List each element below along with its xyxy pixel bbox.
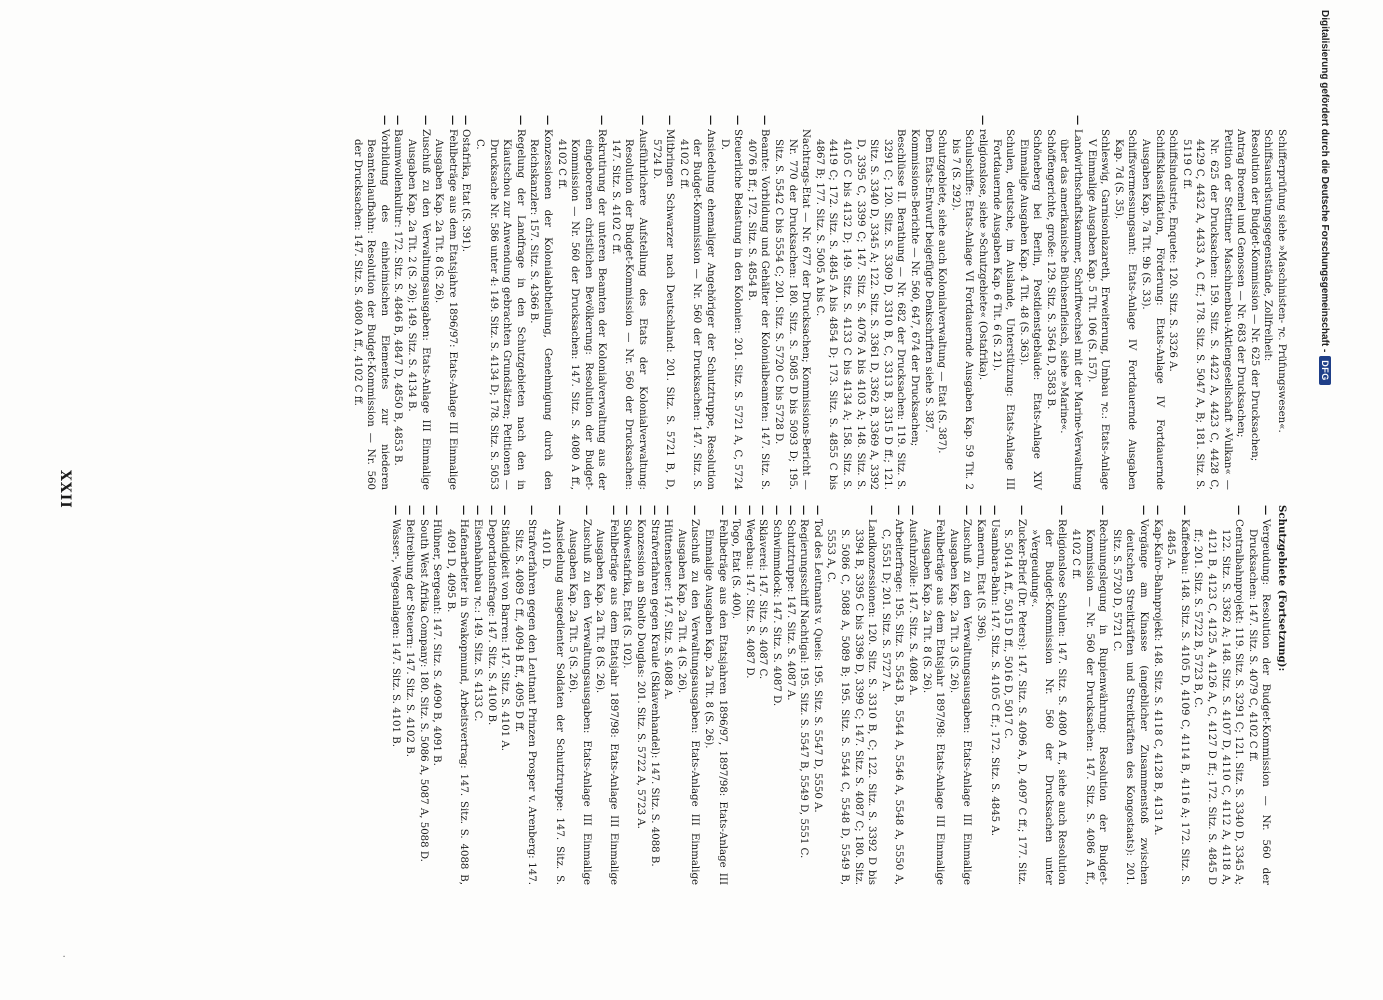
index-entry	[511, 505, 538, 885]
index-entry	[1043, 115, 1057, 490]
right-column	[389, 505, 1288, 885]
entry-text: religionslose, siehe »Schutzgebiete« (Ostafrika).	[976, 129, 988, 381]
entry-text: Ausführlichere Aufstellung des Etats der Kolonialverwaltung: Resolution der Budget-Kommission — Nr. 560 der Drucksachen: 147. Sitz. S. 4102 C ff.	[609, 129, 649, 490]
index-entry	[498, 505, 512, 885]
index-entry	[907, 115, 921, 490]
index-entry	[769, 505, 783, 885]
entry-dash: —	[906, 505, 919, 516]
entry-text: Beitreibung der Steuern: 147. Sitz. S. 4102 B.	[404, 519, 415, 757]
index-entry	[905, 505, 919, 885]
entry-text: Vergeudung: Resolution der Budget-Kommission — Nr. 560 der Drucksachen: 147. Sitz. S. 4079 C, 4102 C ff.	[1246, 519, 1272, 885]
entry-dash	[935, 115, 949, 129]
index-entry	[1016, 115, 1043, 490]
entry-text: Strafverfahren gegen den Leutnant Prinzen Prosper v. Arenberg: 147. Sitz. S. 4089 C ff., 4094 B ff., 4095 D ff.	[512, 519, 538, 885]
entry-text: Fehlbeträge aus dem Etatsjahr 1897/98: Etats-Anlage III Einmalige Ausgaben Kap. 2a Tit. 8 (S. 26).	[594, 519, 619, 885]
entry-text: Eisenbahnbau ⁊c.: 149. Sitz. S. 4133 C.	[471, 519, 483, 722]
entry-text: Schulen, deutsche, im Auslande, Unterstützung: Etats-Anlage III Fortdauernde Ausgaben Kap. 6 Tit. 6 (S. 21).	[990, 129, 1016, 490]
index-entry	[919, 505, 946, 885]
index-entry	[661, 505, 675, 885]
entry-dash: —	[390, 505, 403, 516]
index-entry	[1084, 115, 1111, 490]
entry-text: Hafenarbeiter in Swakopmund, Arbeitsvertrag: 147. Sitz. S. 4088 B, 4091 D, 4095 B.	[444, 519, 470, 885]
index-entry	[1028, 505, 1069, 885]
entry-text: Schöffengerichte, große: 129. Sitz. S. 3564 D, 3583 B.	[1044, 129, 1056, 410]
entry-dash: —	[705, 115, 718, 126]
entry-text: Baumwollenkultur: 172. Sitz. S. 4846 B, 4847 D, 4850 B, 4853 B.	[392, 129, 404, 466]
entry-text: Fehlbeträge aus den Etatsjahren 1896/97, 1897/98: Etats-Anlage III Einmalige Ausgaben Kap. 2a Tit. 8 (S. 26).	[703, 519, 728, 885]
entry-text: Schiffsausrüstungsgegenstände, Zollfreiheit:	[1262, 129, 1274, 362]
right-column-heading: Schutzgebiete (Fortsetzung):	[1276, 505, 1288, 672]
entry-text: Fehlbeträge aus dem Etatsjahre 1896/97: Etats-Anlage III Einmalige Ausgaben Kap. 2a Tit. 8 (S. 26).	[433, 129, 458, 490]
index-entry	[1261, 115, 1275, 490]
entry-dash: —	[471, 505, 484, 516]
entry-dash: —	[514, 115, 527, 126]
index-entry	[783, 505, 797, 885]
entry-dash: —	[1097, 505, 1110, 516]
entry-dash: —	[596, 115, 609, 126]
entry-dash: —	[784, 505, 797, 516]
index-entry	[1164, 505, 1191, 885]
entry-dash: —	[458, 505, 471, 516]
index-entry	[1179, 115, 1233, 490]
index-entry	[1001, 505, 1028, 885]
index-entry	[432, 115, 459, 490]
entry-dash	[948, 115, 975, 129]
entry-dash: —	[757, 505, 770, 516]
entry-text: Konzessionen der Kolonialabtheilung, Genehmigung durch den Reichskanzler: 157. Sitz. S. 4366 B.	[528, 129, 553, 490]
index-entry	[756, 505, 770, 885]
index-entry	[744, 115, 771, 490]
entry-text: Nachtrags-Etat — Nr. 677 der Drucksachen; Kommissions-Bericht — Nr. 770 der Drucksachen: 180. Sitz. S. 5085 D bis 5093 D; 195. Sitz. S. 5542 C bis 5554 C; 201. Sitz. S. 5720 C bis 5728 D.	[773, 129, 812, 490]
entry-dash: —	[392, 115, 405, 126]
entry-text: Arbeiterfrage: 195. Sitz. S. 5543 B, 5544 A, 5546 A, 5548 A, 5550 A, C, 5551 D; 201. Sitz. S. 5727 A.	[879, 519, 905, 885]
entry-dash: —	[811, 505, 824, 516]
index-entry	[484, 505, 498, 885]
page-number: XXII	[57, 470, 73, 509]
index-entry	[797, 505, 811, 885]
index-entry	[416, 505, 430, 885]
entry-dash: —	[485, 505, 498, 516]
entry-dash: —	[526, 505, 539, 516]
stray-mark: ·	[59, 955, 68, 958]
index-entry	[402, 505, 416, 885]
entry-text: Kaffeebau: 148. Sitz. S. 4105 D, 4109 C, 4114 B, 4116 A; 172. Sitz. S. 4845 A.	[1165, 519, 1190, 885]
index-entry	[430, 505, 444, 885]
index-entry	[389, 505, 403, 885]
entry-dash: —	[771, 505, 784, 516]
index-entry	[810, 505, 824, 885]
entry-text: Schleswig, Garnisonlazareth, Erweiterung, Umbau ⁊c.: Etats-Anlage V Einmalige Ausgaben Kap. 5 Tit. 106 (S. 157).	[1085, 129, 1111, 490]
entry-text: Schöneberg bei Berlin, Postdienstgebäude: Etats-Anlage XIV Einmalige Ausgaben Kap. 4 Tit. 48 (S. 363).	[1017, 129, 1043, 490]
entry-text: Fehlbeträge aus dem Etatsjahr 1897/98: Etats-Anlage III Einmalige Ausgaben Kap. 2a Tit. 8 (S. 26).	[920, 519, 946, 885]
entry-text: Centralbahnprojekt: 119. Sitz. S. 3291 C; 121. Sitz. S. 3340 D, 3345 A; 122. Sitz. S. 3362 A; 148. Sitz. S. 4107 D, 4110 C, 4112 A, 4118 A, 4121 B, 4123 C, 4125 A, 4126 A, C, 4127 D ff.; 172. Sitz. S. 4845 D ff.; 201. Sitz. S. 5722 B, 5723 B, C.	[1192, 519, 1245, 885]
entry-dash	[1274, 115, 1288, 129]
entry-dash	[1111, 115, 1138, 129]
index-entry	[717, 115, 744, 490]
entry-dash	[1016, 115, 1043, 129]
index-entry	[948, 115, 975, 490]
index-entry	[634, 505, 648, 885]
entry-dash	[907, 115, 921, 129]
index-entry	[1247, 115, 1261, 490]
entry-text: Rechnungslegung in Rupienwährung: Resolution der Budget-Kommission — Nr. 560 der Drucksachen: 147. Sitz. S. 4086 A ff., 4102 C ff.	[1070, 519, 1109, 885]
index-entry	[946, 505, 973, 885]
entry-text: Schiffsvermessungsamt: Etats-Anlage IV Fortdauernde Ausgaben Kap. 7d (S. 35).	[1112, 129, 1138, 490]
entry-text: Kamerun, Etat (S. 396).	[974, 519, 986, 642]
index-entry	[987, 505, 1001, 885]
entry-dash: —	[1233, 505, 1246, 516]
index-entry	[935, 115, 949, 490]
entry-text: Antrag Broemel und Genossen — Nr. 683 der Drucksachen;	[1235, 129, 1247, 438]
entry-dash: —	[460, 115, 473, 126]
entry-text: Zuschuß zu den Verwaltungsausgaben: Etats-Anlage III Einmalige Ausgaben Kap. 2a Tit. 3 (S. 26).	[947, 519, 973, 885]
index-entry	[742, 505, 756, 885]
entry-dash	[1179, 115, 1233, 129]
index-entry	[1166, 115, 1180, 490]
entry-text: Religionslose Schulen: 147. Sitz. S. 4080 A ff., siehe auch Resolution der Budget-Kommission Nr. 560 der Drucksachen unter »Vergeudung«.	[1029, 519, 1068, 885]
entry-dash: —	[961, 505, 974, 516]
index-entry	[391, 115, 405, 490]
index-entry	[771, 115, 812, 490]
entry-text: Schiffsklassifikation, Förderung: Etats-Anlage IV Fortdauernde Ausgaben Kap. 7a Tit. 9b (S. 33).	[1140, 129, 1165, 490]
entry-dash: —	[635, 505, 648, 516]
entry-text: Schiffsindustrie, Enquete: 120. Sitz. S. 3326 A.	[1167, 129, 1179, 372]
entry-text: Zuschuß zu den Verwaltungsausgaben: Etats-Anlage III Einmalige Ausgaben Kap. 2a Tit. 4 (S. 26).	[675, 519, 701, 885]
entry-text: Petition der Stettiner Maschinenbau-Aktiengesellschaft »Vulkan« — Nr. 625 der Drucksachen: 159. Sitz. S. 4422 A, 4423 C, 4428 C, 4429 C, 4432 A, 4433 A, C ff.; 178. Sitz. S. 5047 A, B; 181. Sitz. S. 5119 C ff.	[1180, 129, 1233, 490]
index-entry	[472, 115, 526, 490]
index-entry	[620, 505, 634, 885]
entry-text: Wasser-, Wegeanlagen: 147. Sitz. S. 4101 B.	[390, 519, 402, 747]
entry-text: Ansiedelung ausgedienter Soldaten der Schutztruppe: 147. Sitz. S. 4101 D.	[539, 519, 565, 885]
index-entry	[404, 115, 431, 490]
entry-dash	[1247, 115, 1261, 129]
watermark-text: Digitalisierung gefördert durch die Deutsche Forschungsgemeinschaft -	[1319, 10, 1331, 353]
entry-text: Usambara-Bahn: 147. Sitz. S. 4105 C ff.; 172. Sitz. S. 4845 A.	[988, 519, 1000, 837]
entry-dash: —	[976, 115, 989, 126]
index-entry	[676, 115, 717, 490]
entry-text: Sklaverei: 147. Sitz. S. 4087 C.	[757, 519, 769, 680]
index-entry	[1245, 505, 1272, 885]
index-entry	[1138, 115, 1165, 490]
entry-text: Ostafrika, Etat (S. 391).	[460, 129, 472, 253]
entry-dash: —	[893, 505, 906, 516]
entry-dash: —	[419, 115, 432, 126]
entry-dash: —	[743, 505, 756, 516]
entry-dash: —	[378, 115, 391, 126]
entry-text: Vorbildung des einheimischen Elementes zur niederen Beamtenlaufbahn: Resolution der Budget-Kommission — Nr. 560 der Drucksachen: 147. Sitz. S. 4080 A ff., 4102 C ff.	[351, 129, 390, 490]
entry-text: Regierungsschiff Nachtigal: 195. Sitz. S. 5547 B, 5549 D, 5551 C.	[798, 519, 810, 859]
index-entry	[812, 115, 907, 490]
entry-dash: —	[1151, 505, 1164, 516]
entry-dash: —	[499, 505, 512, 516]
entry-text: Konzession an Sholto Douglas: 201. Sitz. S. 5722 A, 5723 A.	[635, 519, 647, 829]
index-entry	[566, 505, 593, 885]
entry-text: Schutztruppe: 147. Sitz. S. 4087 A.	[784, 519, 796, 701]
index-entry	[921, 115, 935, 490]
entry-text: Beschlüsse II. Berathung — Nr. 682 der Drucksachen: 119. Sitz. S. 3291 C; 120. Sitz. S. 3309 D, 3310 B, C, 3313 B, 3315 D ff.; 121. Sitz. S. 3340 D, 3345 A; 122. Sitz. S. 3361 D, 3362 B, 3369 A, 3392 D, 3395 C, 3399 C; 147. Sitz. S. 4076 A bis 4103 A; 148. Sitz. S. 4105 C bis 4132 D; 149. Sitz. S. 4133 C bis 4134 A; 158. Sitz. S. 4419 C; 172. Sitz. S. 4845 A bis 4854 D; 173. Sitz. S. 4855 C bis 4867 B; 177. Sitz. S. 5005 A bis C.	[813, 129, 907, 490]
index-entry	[1109, 505, 1150, 885]
entry-dash	[1138, 115, 1165, 129]
entry-text: Schifferprüfung siehe »Maschinisten- ⁊c. Prüfungswesen«.	[1276, 129, 1287, 433]
entry-dash: —	[662, 505, 675, 516]
entry-dash	[989, 115, 1016, 129]
entry-text: Dem Etats-Entwurf beigefügte Denkschriften siehe S. 387.	[922, 129, 934, 433]
entry-text: Tod des Leutnants v. Queis: 195. Sitz. S. 5547 D, 5550 A.	[811, 519, 823, 813]
entry-dash	[1043, 115, 1057, 129]
dfg-watermark	[1317, 10, 1333, 890]
index-entry	[1274, 115, 1288, 490]
entry-text: Schulschiffe: Etats-Anlage VI Fortdauernde Ausgaben Kap. 59 Tit. 2 bis 7 (S. 292).	[949, 129, 975, 490]
entry-dash: —	[664, 115, 677, 126]
index-entry	[701, 505, 728, 885]
entry-dash: —	[417, 505, 430, 516]
entry-dash	[1234, 115, 1248, 129]
entry-dash: —	[580, 505, 593, 516]
dfg-logo: DFG	[1319, 356, 1331, 385]
entry-dash: —	[541, 115, 554, 126]
entry-text: Deportationsfrage: 147. Sitz. S. 4100 B.	[485, 519, 497, 726]
entry-dash	[1166, 115, 1180, 129]
entry-text: Vorgänge am Kinasse (angeblicher Zusammenstoß zwischen deutschen Streitkräften und Streitkräften des Kongostaats): 201. Sitz. S. 5720 D, 5721 C.	[1110, 519, 1150, 885]
entry-dash	[921, 115, 935, 129]
entry-text: Mitbringen Schwarzer nach Deutschland: 201. Sitz. S. 5721 B, D, 5724 D.	[650, 129, 676, 490]
index-entry	[554, 115, 608, 490]
index-entry	[1234, 115, 1248, 490]
index-entry	[593, 505, 620, 885]
index-entry	[1111, 115, 1138, 490]
entry-text: Landwirthschaftskammer, Schriftwechsel mit der Marine-Verwaltung über das amerikanische Büchsenfleisch, siehe »Marine«.	[1058, 129, 1084, 490]
entry-dash	[1261, 115, 1275, 129]
entry-dash	[771, 115, 812, 129]
entry-dash: —	[607, 505, 620, 516]
entry-dash: —	[1015, 505, 1028, 516]
entry-text: Beamte: Vorbildung und Gehälter der Kolonialbeamten: 147. Sitz. S. 4076 B ff.; 172. Sitz. S. 4854 B.	[745, 129, 771, 490]
index-entry	[729, 505, 743, 885]
index-entry	[975, 115, 989, 490]
index-entry	[1150, 505, 1164, 885]
entry-dash: —	[974, 505, 987, 516]
entry-dash: —	[637, 115, 650, 126]
index-entry	[1069, 505, 1110, 885]
entry-dash: —	[988, 505, 1001, 516]
index-entry	[459, 115, 473, 490]
entry-text: Ansiedelung ehemaliger Angehöriger der Schutztruppe, Resolution der Budget-Kommission — Nr. 560 der Drucksachen: 147. Sitz. S. 4102 C ff.	[677, 129, 717, 490]
left-column	[350, 115, 1288, 490]
entry-dash: —	[798, 505, 811, 516]
index-entry	[608, 115, 649, 490]
index-entry	[1191, 505, 1245, 885]
index-entry	[538, 505, 565, 885]
entry-dash: —	[716, 505, 729, 516]
entry-text: Hüttensteuer: 147. Sitz. S. 4088 A.	[662, 519, 674, 700]
index-entry	[443, 505, 470, 885]
entry-dash: —	[553, 505, 566, 516]
entry-text: Zuschuß zu den Verwaltungsausgaben: Etats-Anlage III Einmalige Ausgaben Kap. 2a Tit. 2 (S. 26); 149. Sitz. S. 4134 B.	[406, 129, 431, 490]
entry-dash: —	[648, 505, 661, 516]
index-entry	[674, 505, 701, 885]
entry-dash: —	[934, 505, 947, 516]
index-entry	[350, 115, 391, 490]
entry-dash: —	[1056, 505, 1069, 516]
entry-text: Zuschuß zu den Verwaltungsausgaben: Etats-Anlage III Einmalige Ausgaben Kap. 2a Tit. 5 (S. 26).	[567, 519, 592, 885]
index-entry	[647, 505, 661, 885]
entry-text: Resolution der Budget-Kommission — Nr. 625 der Drucksachen;	[1248, 129, 1260, 462]
index-entry	[973, 505, 987, 885]
entry-text: Zucker-Brief (Dr. Peters): 147. Sitz. S. 4096 A, D, 4097 C ff.; 177. Sitz. S. 5014 A ff., 5015 D ff., 5016 D, 5017 C.	[1002, 519, 1027, 885]
entry-dash: —	[866, 505, 879, 516]
entry-text: Südwestafrika, Etat (S. 102).	[621, 519, 633, 669]
entry-text: Ausfuhrzölle: 147. Sitz. S. 4088 A.	[906, 519, 918, 696]
entry-dash: —	[759, 115, 772, 126]
entry-dash	[812, 115, 907, 129]
index-entry	[824, 505, 878, 885]
entry-dash: —	[1260, 505, 1273, 516]
entry-dash: —	[621, 505, 634, 516]
entry-text: Togo, Etat (S. 400).	[730, 519, 742, 619]
entry-text: Rekrutirung der unteren Beamten der Kolonialverwaltung aus der eingeborenen christlichen Bevölkerung: Resolution der Budget-Kommission — Nr. 560 der Drucksachen: 147. Sitz. S. 4080 A ff., 4102 C ff.	[555, 129, 608, 490]
entry-dash: —	[1072, 115, 1085, 126]
entry-dash: —	[431, 505, 444, 516]
index-entry	[649, 115, 676, 490]
entry-text: Hübner, Sergeant: 147. Sitz. S. 4090 B, 4091 B.	[431, 519, 443, 766]
entry-dash: —	[689, 505, 702, 516]
entry-text: Strafverfahren gegen Kraule (Sklavenhandel): 147. Sitz. S. 4088 B.	[648, 519, 660, 867]
entry-dash: —	[730, 505, 743, 516]
entry-dash	[1084, 115, 1111, 129]
entry-text: Landkonzessionen: 120. Sitz. S. 3310 B, C; 122. Sitz. S. 3392 D bis 3394 B, 3395 C bis 3396 D, 3399 C; 147. Sitz. S. 4087 C; 180. Sitz. S. 5086 C, 5088 A, 5089 B; 195. Sitz. S. 5544 C, 5548 D, 5549 B, 5553 A, C.	[825, 519, 878, 885]
entry-dash: —	[404, 505, 416, 516]
index-entry	[527, 115, 554, 490]
entry-text: Ständigkeit von Barren: 147. Sitz. S. 4101 A.	[499, 519, 511, 751]
entry-dash: —	[446, 115, 459, 126]
entry-dash: —	[732, 115, 745, 126]
right-column-entries	[389, 505, 1273, 885]
entry-text: South West Afrika Company: 180. Sitz. S. 5086 A, 5087 A, 5088 D.	[417, 519, 429, 862]
index-entry	[878, 505, 905, 885]
entry-text: Schutzgebiete, siehe auch Kolonialverwaltung — Etat (S. 387).	[936, 129, 948, 454]
entry-text: Steuerliche Belastung in den Kolonien: 201. Sitz. S. 5721 A, C, 5724 D.	[718, 129, 744, 490]
entry-text: Regelung der Landfrage in den Schutzgebieten nach den in Kiautschou zur Anwendung gebrachten Grundsätzen; Petitionen — Drucksache Nr. 586 unter 4: 149. Sitz. S. 4134 D; 178. Sitz. S. 5053 C.	[473, 129, 526, 490]
index-entry	[989, 115, 1016, 490]
index-entry	[1057, 115, 1084, 490]
entry-dash: —	[1138, 505, 1151, 516]
entry-text: Schwimmdock: 147. Sitz. S. 4087 D.	[771, 519, 783, 707]
entry-text: Kap-Kairo-Bahnprojekt: 148. Sitz. S. 4118 C, 4128 B, 4131 A.	[1151, 519, 1163, 836]
entry-text: Kommissions-Berichte — Nr. 560, 647, 674 der Drucksachen;	[908, 129, 920, 447]
entry-text: Wegebau: 147. Sitz. S. 4087 D.	[743, 519, 755, 679]
entry-dash: —	[1178, 505, 1191, 516]
index-entry	[470, 505, 484, 885]
